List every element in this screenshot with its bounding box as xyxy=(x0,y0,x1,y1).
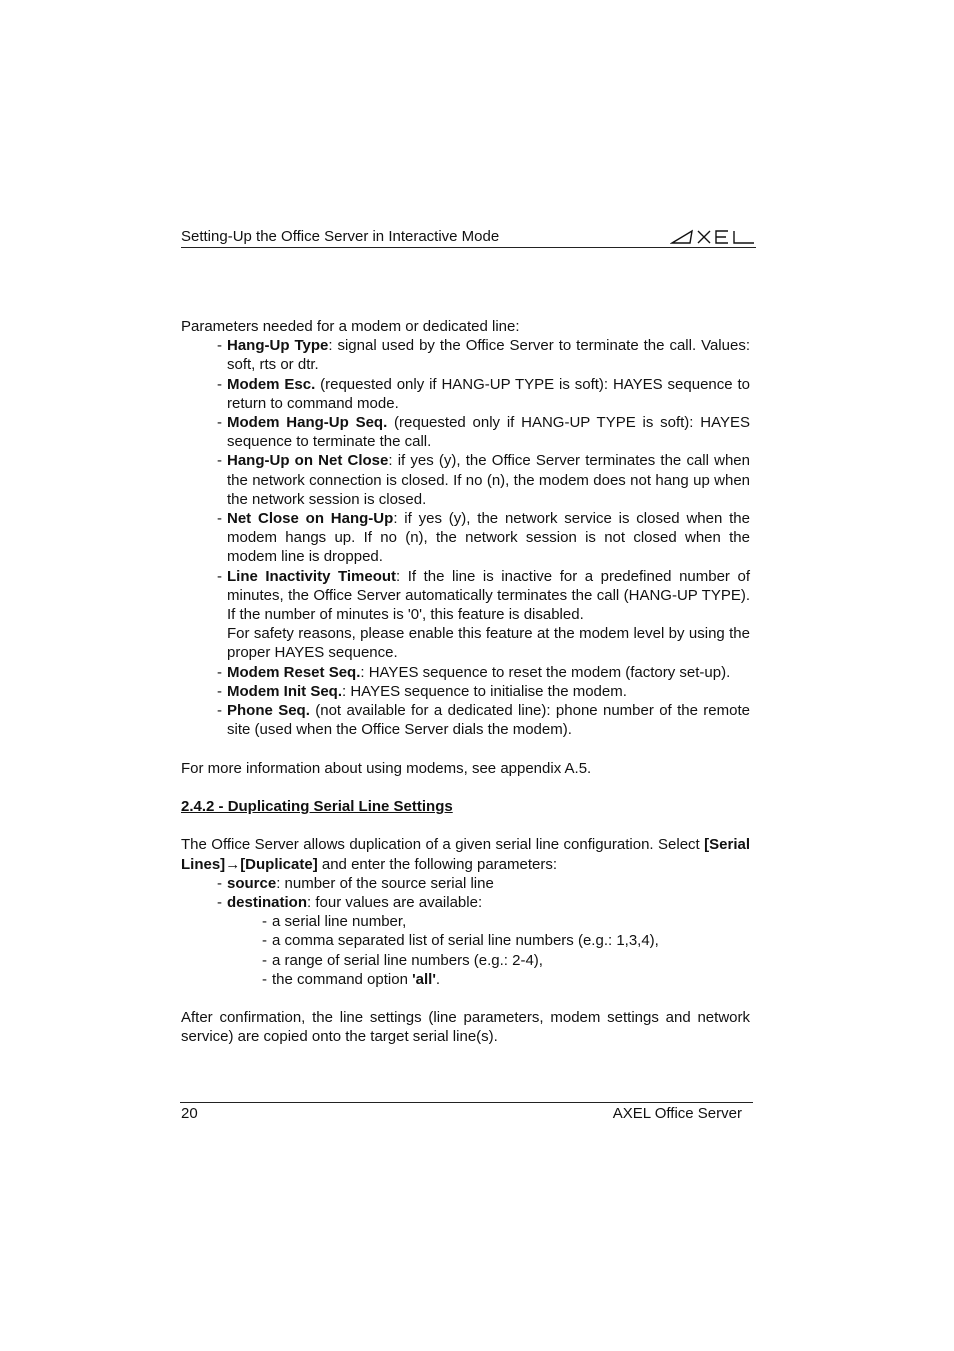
option-suffix: . xyxy=(435,970,441,988)
param-label: source xyxy=(227,874,277,892)
intro-paragraph: Parameters needed for a modem or dedicated line: xyxy=(181,318,520,335)
param-description: : HAYES sequence to initialise the modem. xyxy=(342,682,627,700)
param-label: Hang-Up on Net Close xyxy=(227,452,389,470)
modem-parameter-list xyxy=(181,336,750,739)
page-number: 20 xyxy=(181,1105,198,1122)
param-description: : signal used by the Office Server to terminate the call. Values: soft, rts or dtr. xyxy=(227,337,750,374)
param-description: : If the line is inactive for a predefined number of minutes, the Office Server automatically terminates the call (HANG-UP TYPE). If the number of minutes is '0', this feature is disabled. xyxy=(227,567,750,624)
list-item xyxy=(181,874,750,893)
list-item: - a range of serial line numbers (e.g.: 2-4), xyxy=(181,951,750,970)
param-label: Modem Hang-Up Seq. xyxy=(227,414,388,432)
arrow-icon: → xyxy=(225,855,241,873)
list-item: - a serial line number, xyxy=(181,912,750,931)
list-item xyxy=(181,970,750,989)
duplicate-paragraph xyxy=(181,835,750,873)
destination-values-list xyxy=(181,912,750,989)
list-item xyxy=(181,509,750,567)
param-label: Phone Seq. xyxy=(227,702,310,720)
safety-note: For safety reasons, please enable this feature at the modem level by using the proper HAYES sequence. xyxy=(227,625,750,662)
after-paragraph: After confirmation, the line settings (line parameters, modem settings and network service) are copied onto the target serial line(s). xyxy=(181,1009,750,1046)
list-item xyxy=(181,375,750,413)
param-description: : number of the source serial line xyxy=(276,874,494,892)
list-item xyxy=(181,567,750,663)
menu-serial-lines: [Serial Lines] xyxy=(181,836,750,873)
option-all: 'all' xyxy=(412,970,436,988)
option-prefix: the command option xyxy=(272,970,413,988)
page-body xyxy=(181,317,750,1047)
menu-duplicate: [Duplicate] xyxy=(240,855,318,873)
param-description: (not available for a dedicated line): phone number of the remote site (used when the Office Server dials the modem). xyxy=(227,702,750,739)
header-title: Setting-Up the Office Server in Interactive Mode xyxy=(181,228,500,245)
param-label: Hang-Up Type xyxy=(227,337,329,355)
more-info-paragraph: For more information about using modems, see appendix A.5. xyxy=(181,759,592,777)
param-description: (requested only if HANG-UP TYPE is soft): HAYES sequence to terminate the call. xyxy=(227,414,750,451)
param-label: Modem Init Seq. xyxy=(227,682,343,700)
list-item xyxy=(181,413,750,451)
param-label: Modem Esc. xyxy=(227,375,316,393)
list-item xyxy=(181,893,750,912)
param-description: : HAYES sequence to reset the modem (factory set-up). xyxy=(360,663,731,681)
param-description: : if yes (y), the Office Server terminates the call when the network connection is closed. If no (n), the modem does not hang up when the network session is closed. xyxy=(227,452,750,508)
param-description: : four values are available: xyxy=(307,894,483,912)
param-label: Modem Reset Seq. xyxy=(227,663,361,681)
product-name: AXEL Office Server xyxy=(612,1105,742,1122)
param-label: destination xyxy=(227,894,308,912)
section-heading: 2.4.2 - Duplicating Serial Line Settings xyxy=(181,798,453,816)
list-item xyxy=(181,336,750,374)
param-label: Net Close on Hang-Up xyxy=(227,510,394,528)
param-description: : if yes (y), the network service is closed when the modem hangs up. If no (n), the network session is not closed when the modem line is dropped. xyxy=(227,510,750,566)
param-label: Line Inactivity Timeout xyxy=(227,567,397,585)
page-header xyxy=(181,227,756,248)
list-item xyxy=(181,451,750,509)
list-item xyxy=(181,682,750,701)
page-footer xyxy=(180,1102,753,1125)
duplicate-parameter-list xyxy=(181,874,750,912)
duplicate-text-end: and enter the following parameters: xyxy=(317,855,558,873)
list-item xyxy=(181,701,750,739)
axel-logo xyxy=(670,227,756,245)
list-item xyxy=(181,663,750,682)
list-item: - a comma separated list of serial line numbers (e.g.: 1,3,4), xyxy=(181,931,750,950)
param-description: (requested only if HANG-UP TYPE is soft): HAYES sequence to return to command mode. xyxy=(227,375,750,412)
duplicate-text: The Office Server allows duplication of a given serial line configuration. Select xyxy=(181,836,705,854)
